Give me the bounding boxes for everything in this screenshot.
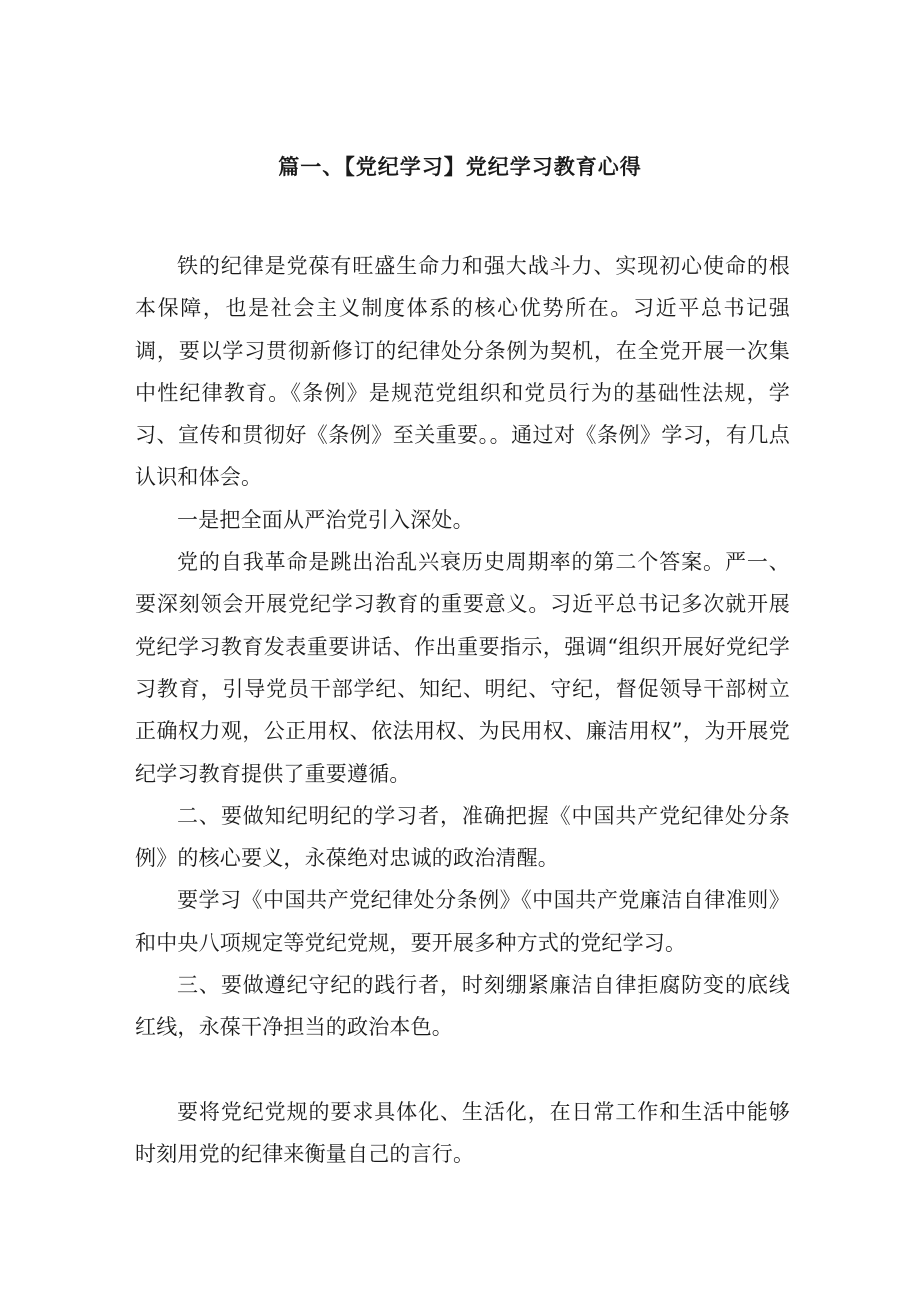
- paragraph-point-three: 三、要做遵纪守纪的践行者，时刻绷紧廉洁自律拒腐防变的底线红线，永葆干净担当的政治本色。: [135, 973, 790, 1040]
- paragraph-point-one: 一是把全面从严治党引入深处。: [177, 507, 474, 532]
- paragraph-self-revolution: 党的自我革命是跳出治乱兴衰历史周期率的第二个答案。严一、要深刻领会开展党纪学习教育的重要意义。习近平总书记多次就开展党纪学习教育发表重要讲话、作出重要指示，强调“组织开展好党纪学习教育，引导党员干部学纪、知纪、明纪、守纪，督促领导干部树立正确权力观，公正用权、依法用权、为民用权、廉洁用权”，为开展党纪学习教育提供了重要遵循。: [135, 550, 790, 786]
- paragraph-intro: 铁的纪律是党葆有旺盛生命力和强大战斗力、实现初心使命的根本保障，也是社会主义制度体系的核心优势所在。习近平总书记强调，要以学习贯彻新修订的纪律处分条例为契机，在全党开展一次集中性纪律教育。《条例》是规范党组织和党员行为的基础性法规，学习、宣传和贯彻好《条例》至关重要。。通过对《条例》学习，有几点认识和体会。: [135, 254, 790, 490]
- document-body: [135, 245, 790, 1175]
- paragraph-spacer: [135, 1049, 790, 1091]
- paragraph-point-two: 二、要做知纪明纪的学习者，准确把握《中国共产党纪律处分条例》的核心要义，永葆绝对忠诚的政治清醒。: [135, 803, 790, 871]
- paragraph-apply-rules: 要将党纪党规的要求具体化、生活化，在日常工作和生活中能够时刻用党的纪律来衡量自己的言行。: [135, 1099, 790, 1166]
- paragraph-study-rules: 要学习《中国共产党纪律处分条例》《中国共产党廉洁自律准则》和中央八项规定等党纪党规，要开展多种方式的党纪学习。: [135, 888, 790, 955]
- document-title: 篇一、【党纪学习】党纪学习教育心得: [278, 154, 642, 179]
